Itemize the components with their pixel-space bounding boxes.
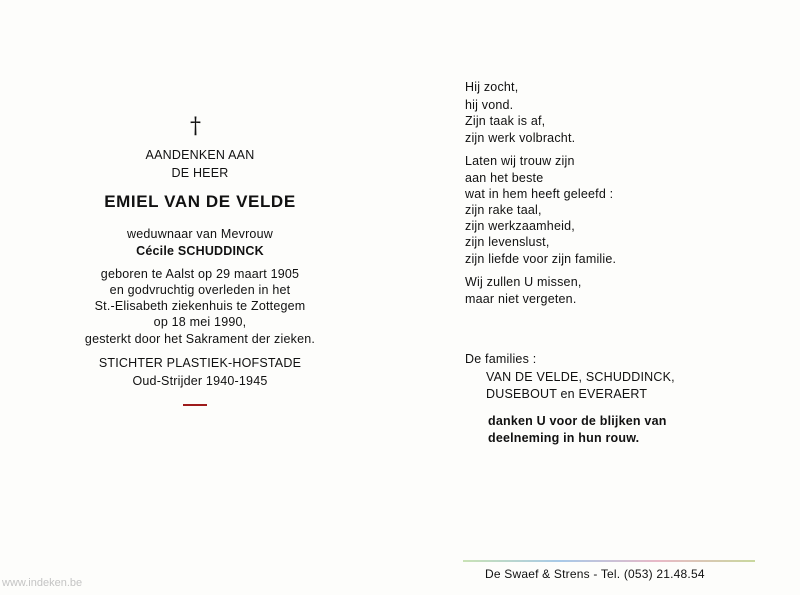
families-label: De families : bbox=[465, 352, 537, 366]
poem-line: hij vond. bbox=[465, 98, 514, 112]
veteran-line: Oud-Strijder 1940-1945 bbox=[132, 374, 268, 388]
thanks-line-1: danken U voor de blijken van bbox=[488, 414, 667, 428]
poem-line: Laten wij trouw zijn bbox=[465, 154, 575, 168]
divider-ornament bbox=[183, 404, 207, 406]
birth-line: geboren te Aalst op 29 maart 1905 bbox=[100, 267, 300, 281]
cross-icon: † bbox=[190, 114, 201, 139]
printer-credit: De Swaef & Strens - Tel. (053) 21.48.54 bbox=[485, 567, 705, 581]
poem-line: zijn rake taal, bbox=[465, 203, 542, 217]
poem-line: aan het beste bbox=[465, 171, 544, 185]
poem-line: wat in hem heeft geleefd : bbox=[465, 187, 614, 201]
sacrament-line: gesterkt door het Sakrament der zieken. bbox=[84, 332, 316, 346]
death-line-2: St.-Elisabeth ziekenhuis te Zottegem bbox=[94, 299, 306, 313]
printer-divider bbox=[463, 560, 755, 562]
founder-line: STICHTER PLASTIEK-HOFSTADE bbox=[98, 356, 302, 370]
families-names-2: DUSEBOUT en EVERAERT bbox=[486, 387, 648, 401]
death-date: op 18 mei 1990, bbox=[153, 315, 247, 329]
deceased-name: EMIEL VAN DE VELDE bbox=[104, 192, 296, 211]
watermark: www.indeken.be bbox=[2, 577, 83, 589]
poem-line: zijn levenslust, bbox=[465, 235, 550, 249]
poem-line: Zijn taak is af, bbox=[465, 114, 546, 128]
families-names-1: VAN DE VELDE, SCHUDDINCK, bbox=[486, 370, 675, 384]
title-line: DE HEER bbox=[171, 166, 229, 180]
thanks-line-2: deelneming in hun rouw. bbox=[488, 431, 640, 445]
remembrance-line: AANDENKEN AAN bbox=[145, 148, 255, 162]
poem-line: maar niet vergeten. bbox=[465, 292, 577, 306]
poem-line: Wij zullen U missen, bbox=[465, 275, 582, 289]
poem-line: zijn werkzaamheid, bbox=[465, 219, 575, 233]
death-line-1: en godvruchtig overleden in het bbox=[109, 283, 291, 297]
poem-line: zijn liefde voor zijn familie. bbox=[465, 252, 617, 266]
widower-line: weduwnaar van Mevrouw bbox=[127, 227, 273, 241]
poem-line: zijn werk volbracht. bbox=[465, 131, 576, 145]
spouse-name: Cécile SCHUDDINCK bbox=[136, 244, 264, 258]
poem-line: Hij zocht, bbox=[465, 80, 519, 94]
